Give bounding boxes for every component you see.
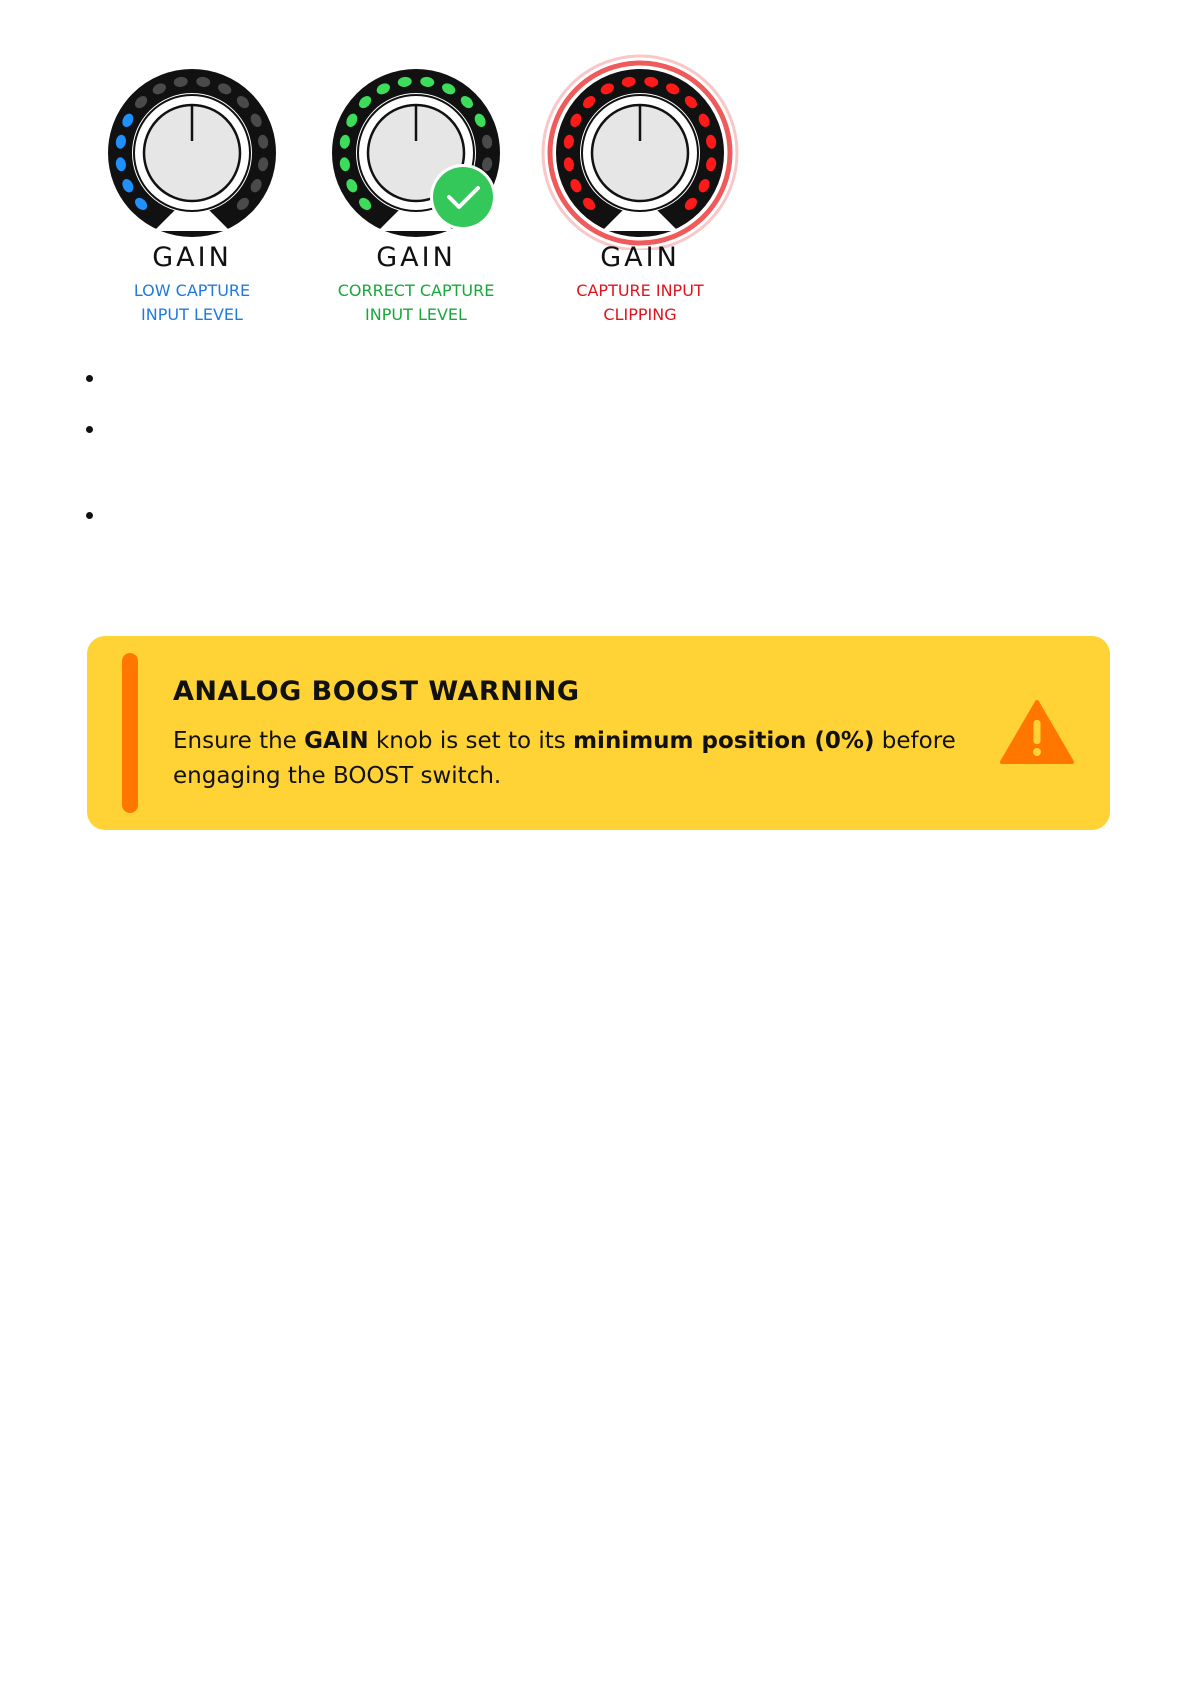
caption-line-1: CORRECT CAPTURE xyxy=(337,281,495,300)
warning-body xyxy=(173,724,973,794)
knob-clipping-graphic xyxy=(528,50,752,250)
warning-text: before engaging the BOOST switch. xyxy=(173,728,956,789)
gain-knob-examples xyxy=(80,50,752,327)
warning-text: knob is set to its xyxy=(368,728,574,754)
warning-text-bold: GAIN xyxy=(304,728,369,754)
gain-knob-correct xyxy=(304,50,528,327)
knob-label: GAIN xyxy=(152,242,232,273)
caption-line-1: CAPTURE INPUT xyxy=(576,281,704,300)
empty-bullet xyxy=(86,375,93,382)
caption-line-2: INPUT LEVEL xyxy=(365,305,467,324)
warning-title: ANALOG BOOST WARNING xyxy=(173,676,580,707)
warning-text-bold: minimum position (0%) xyxy=(573,728,875,754)
empty-bullet xyxy=(86,512,93,519)
warning-accent-bar xyxy=(122,653,138,813)
gain-knob-clipping xyxy=(528,50,752,327)
knob-label: GAIN xyxy=(600,242,680,273)
knob-caption xyxy=(304,279,528,327)
caption-line-2: CLIPPING xyxy=(603,305,677,324)
caption-line-2: INPUT LEVEL xyxy=(141,305,243,324)
warning-triangle-icon xyxy=(999,698,1075,766)
check-badge-icon xyxy=(430,164,496,230)
empty-bullet xyxy=(86,426,93,433)
knob-low-graphic xyxy=(80,50,304,250)
knob-label: GAIN xyxy=(376,242,456,273)
gain-knob-low xyxy=(80,50,304,327)
knob-caption xyxy=(528,279,752,327)
warning-text: Ensure the xyxy=(173,728,305,754)
knob-caption xyxy=(80,279,304,327)
analog-boost-warning-callout xyxy=(87,636,1110,830)
caption-line-1: LOW CAPTURE xyxy=(133,281,251,300)
knob-correct-graphic xyxy=(304,50,528,250)
